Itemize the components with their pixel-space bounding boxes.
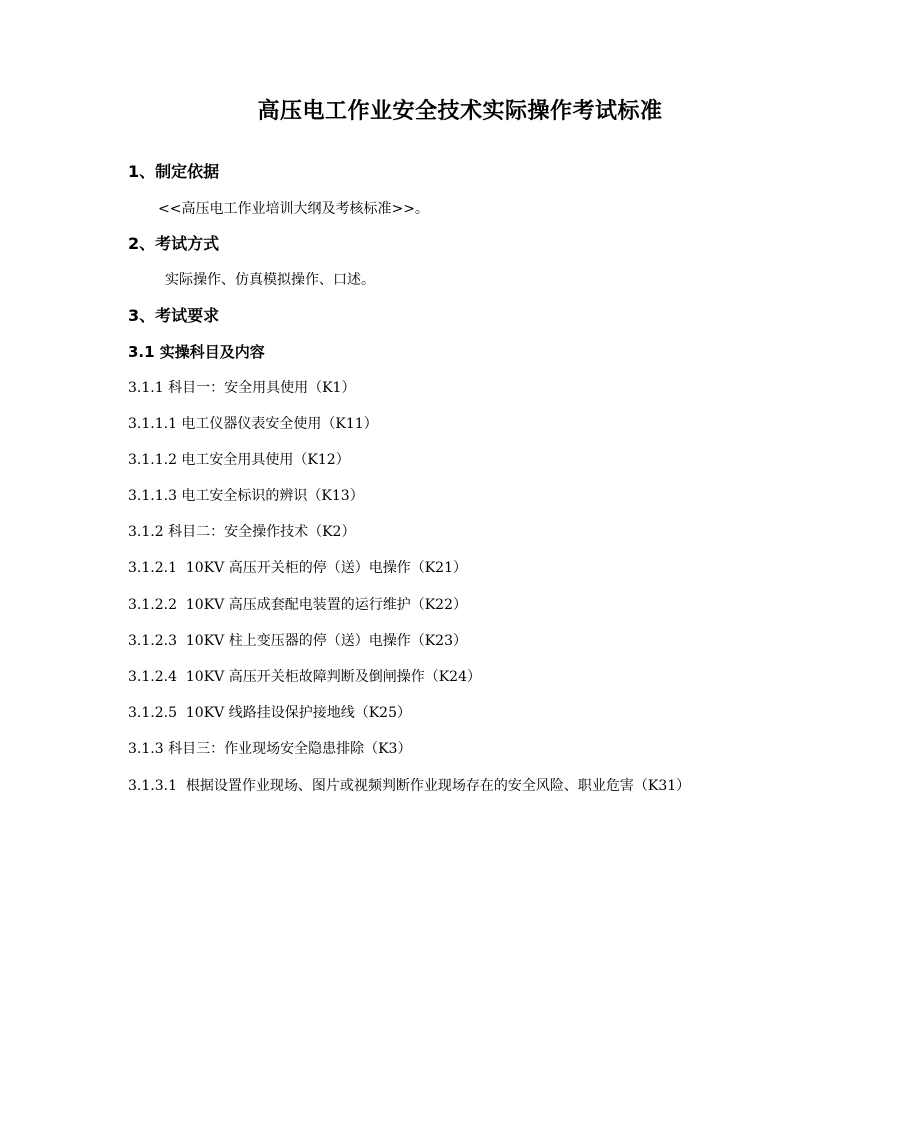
section-body-method: 实际操作、仿真模拟操作、口述。 [165,272,375,288]
list-item: 3.1.1 科目一：安全用具使用（K1） [128,380,356,396]
section-heading-method: 2、考试方式 [128,234,220,253]
list-item: 3.1.3 科目三：作业现场安全隐患排除（K3） [128,741,412,757]
document-title: 高压电工作业安全技术实际操作考试标准 [257,99,663,124]
section-heading-requirements: 3、考试要求 [128,306,220,325]
section-body-basis: <<高压电工作业培训大纲及考核标准>>。 [158,201,429,217]
list-item: 3.1.1.1 电工仪器仪表安全使用（K11） [128,416,378,432]
list-item: 3.1.2.2 10KV 高压成套配电装置的运行维护（K22） [128,597,467,613]
list-item: 3.1.2.3 10KV 柱上变压器的停（送）电操作（K23） [128,633,467,649]
list-item: 3.1.1.2 电工安全用具使用（K12） [128,452,350,468]
subsection-heading: 3.1 实操科目及内容 [128,343,265,361]
list-item: 3.1.2.1 10KV 高压开关柜的停（送）电操作（K21） [128,560,467,576]
list-item: 3.1.2.5 10KV 线路挂设保护接地线（K25） [128,705,411,721]
list-item: 3.1.2 科目二：安全操作技术（K2） [128,524,356,540]
list-item: 3.1.2.4 10KV 高压开关柜故障判断及倒闸操作（K24） [128,669,481,685]
list-item: 3.1.3.1 根据设置作业现场、图片或视频判断作业现场存在的安全风险、职业危害（K31） [128,778,691,794]
section-heading-basis: 1、制定依据 [128,162,220,181]
list-item: 3.1.1.3 电工安全标识的辨识（K13） [128,488,364,504]
